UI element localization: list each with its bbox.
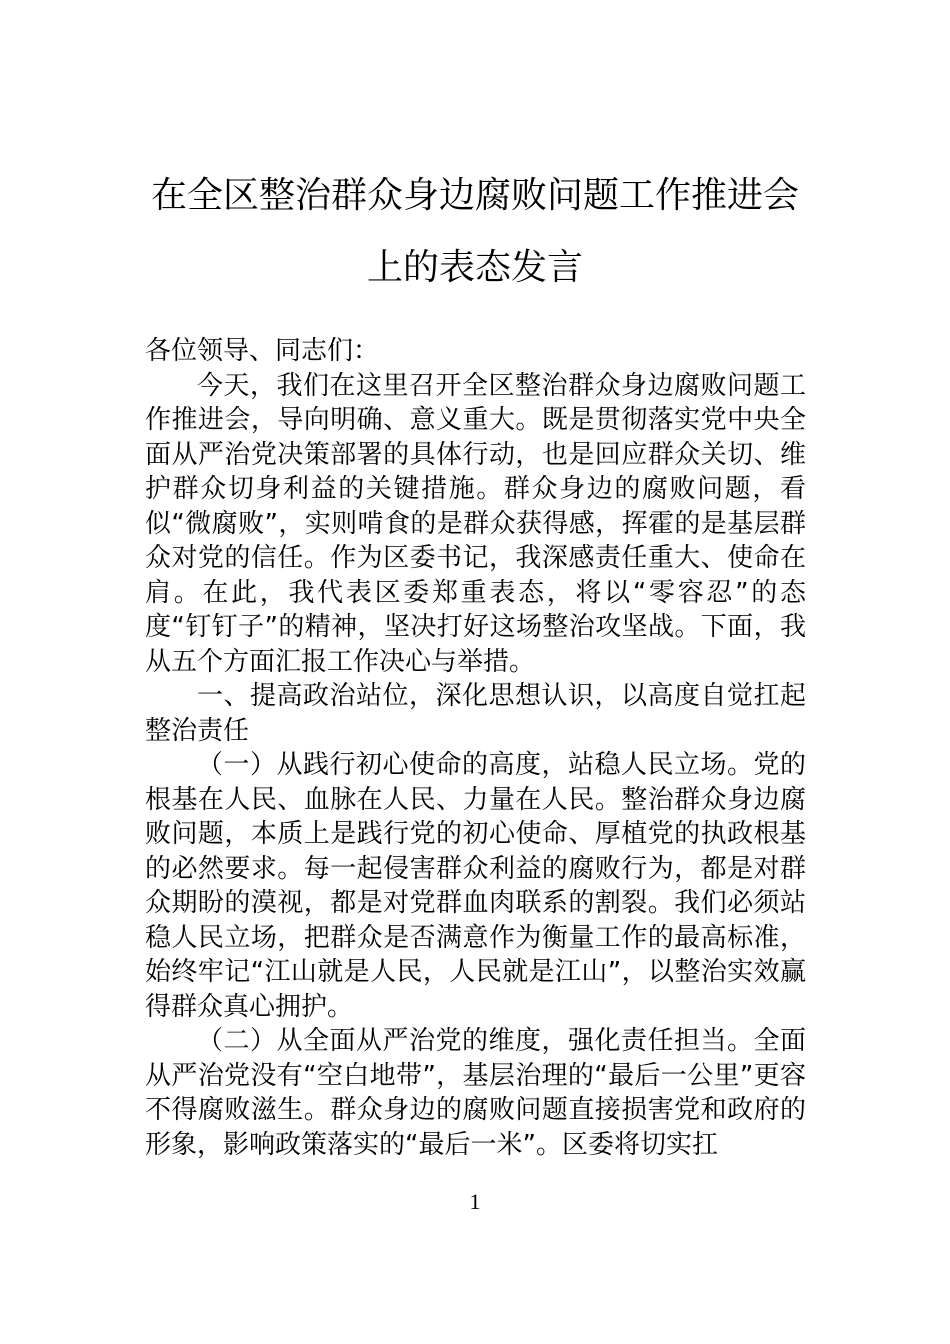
paragraph-opening: 今天，我们在这里召开全区整治群众身边腐败问题工作推进会，导向明确、意义重大。既是贯彻落实党中央全面从严治党决策部署的具体行动，也是回应群众关切、维护群众切身利益的关键措施。群众身边的腐败问题，看似“微腐败”，实则啃食的是群众获得感，挥霍的是基层群众对党的信任。作为区委书记，我深感责任重大、使命在肩。在此，我代表区委郑重表态，将以“零容忍”的态度“钉钉子”的精神，坚决打好这场整治攻坚战。下面，我从五个方面汇报工作决心与举措。 <box>145 370 806 677</box>
paragraph-subsection-1: （一）从践行初心使命的高度，站稳人民立场。党的根基在人民、血脉在人民、力量在人民。整治群众身边腐败问题，本质上是践行党的初心使命、厚植党的执政根基的必然要求。每一起侵害群众利益的腐败行为，都是对群众期盼的漠视，都是对党群血肉联系的割裂。我们必须站稳人民立场，把群众是否满意作为衡量工作的最高标准，始终牢记“江山就是人民，人民就是江山”，以整治实效赢得群众真心拥护。 <box>145 750 806 1022</box>
document-title-line-1: 在全区整治群众身边腐败问题工作推进会 <box>150 175 799 216</box>
paragraph-subsection-2: （二）从全面从严治党的维度，强化责任担当。全面从严治党没有“空白地带”，基层治理的“最后一公里”更容不得腐败滋生。群众身边的腐败问题直接损害党和政府的形象，影响政策落实的“最后一米”。区委将切实扛 <box>145 1026 806 1160</box>
document-title-line-2: 上的表态发言 <box>366 247 583 288</box>
document-body <box>145 334 806 1162</box>
page-number: 1 <box>469 1189 481 1214</box>
salutation: 各位领导、同志们： <box>145 336 380 366</box>
section-heading-1: 一、提高政治站位，深化思想认识，以高度自觉扛起整治责任 <box>145 681 806 746</box>
